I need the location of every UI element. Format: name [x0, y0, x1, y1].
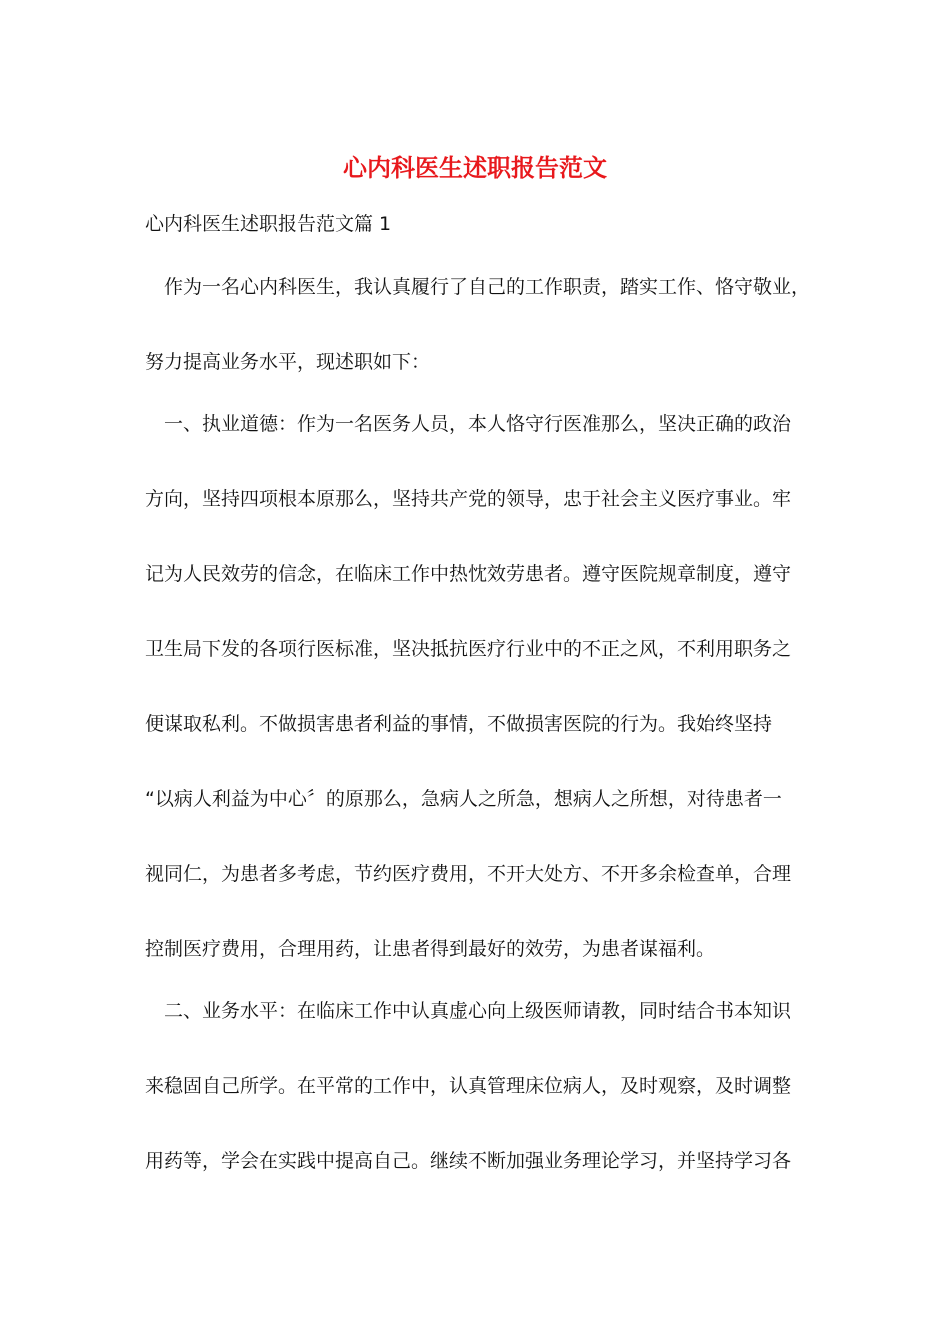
paragraph-line: 作为一名心内科医生，我认真履行了自己的工作职责，踏实工作、恪守敬业， [164, 276, 811, 298]
paragraph-line: 控制医疗费用，合理用药，让患者得到最好的效劳，为患者谋福利。 [145, 938, 716, 960]
paragraph-line: 方向，坚持四项根本原那么，坚持共产党的领导，忠于社会主义医疗事业。牢 [145, 488, 792, 510]
paragraph-line: 便谋取私利。不做损害患者利益的事情，不做损害医院的行为。我始终坚持 [145, 713, 773, 735]
paragraph-line: 来稳固自己所学。在平常的工作中，认真管理床位病人，及时观察，及时调整 [145, 1075, 792, 1097]
document-title: 心内科医生述职报告范文 [343, 153, 607, 182]
paragraph-line: “以病人利益为中心〞的原那么，急病人之所急，想病人之所想，对待患者一 [145, 788, 782, 810]
document-subtitle: 心内科医生述职报告范文篇 1 [145, 213, 392, 235]
paragraph-line: 记为人民效劳的信念，在临床工作中热忱效劳患者。遵守医院规章制度，遵守 [145, 563, 792, 585]
paragraph-line: 一、执业道德：作为一名医务人员，本人恪守行医准那么，坚决正确的政治 [164, 413, 792, 435]
paragraph-line: 用药等，学会在实践中提高自己。继续不断加强业务理论学习，并坚持学习各 [145, 1150, 792, 1172]
paragraph-line: 视同仁，为患者多考虑，节约医疗费用，不开大处方、不开多余检查单，合理 [145, 863, 792, 885]
paragraph-line: 努力提高业务水平，现述职如下： [145, 351, 431, 373]
paragraph-line: 二、业务水平：在临床工作中认真虚心向上级医师请教，同时结合书本知识 [164, 1000, 792, 1022]
paragraph-line: 卫生局下发的各项行医标准，坚决抵抗医疗行业中的不正之风，不利用职务之 [145, 638, 792, 660]
